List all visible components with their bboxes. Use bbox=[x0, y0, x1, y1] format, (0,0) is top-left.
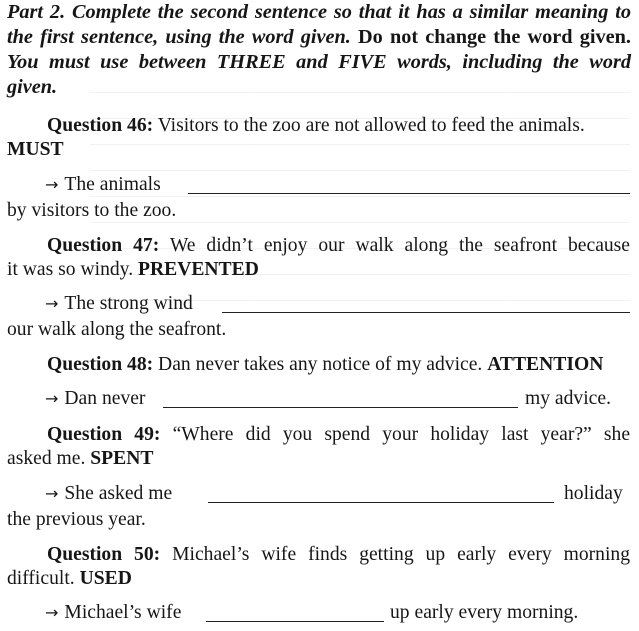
question-49-line2 bbox=[7, 447, 153, 470]
question-49-prompt-end: holiday bbox=[564, 483, 623, 504]
question-50-prompt-start: Michael’s wife bbox=[64, 602, 182, 623]
question-50-prompt bbox=[45, 601, 181, 624]
question-49-prompt-start: She asked me bbox=[64, 483, 173, 504]
question-46-label: Question 46: bbox=[47, 115, 154, 136]
question-48-label: Question 48: bbox=[47, 354, 154, 375]
question-49-sentence-line1: “Where did you spend your holiday last year?” she bbox=[172, 424, 631, 445]
question-49 bbox=[47, 423, 630, 446]
question-48-answer-blank[interactable] bbox=[163, 407, 518, 408]
question-47-prompt-end: our walk along the seafront. bbox=[7, 319, 227, 340]
question-48-prompt-end: my advice. bbox=[525, 388, 611, 409]
question-50-prompt-end: up early every morning. bbox=[390, 602, 579, 623]
instruction-text-3: You must use between THREE and FIVE words, including the word given. bbox=[7, 51, 631, 98]
question-48-prompt-start: Dan never bbox=[64, 388, 146, 409]
question-50-answer-blank[interactable] bbox=[206, 621, 384, 622]
question-47-prompt-start: The strong wind bbox=[64, 293, 193, 314]
question-49-prompt-end-2: the previous year. bbox=[7, 509, 146, 530]
question-48-keyword: ATTENTION bbox=[487, 354, 604, 375]
instruction-text-2: Do not change the word given. bbox=[358, 26, 631, 48]
question-50-label: Question 50: bbox=[47, 544, 161, 565]
question-48-sentence: Dan never takes any notice of my advice. bbox=[158, 354, 483, 375]
question-50-keyword: USED bbox=[79, 568, 132, 589]
arrow-icon: → bbox=[45, 484, 59, 503]
arrow-icon: → bbox=[45, 603, 59, 622]
question-49-label: Question 49: bbox=[47, 424, 161, 445]
question-47-keyword: PREVENTED bbox=[138, 259, 259, 280]
question-49-prompt bbox=[45, 482, 172, 505]
question-50 bbox=[47, 543, 630, 566]
question-46-sentence: Visitors to the zoo are not allowed to feed the animals. bbox=[157, 115, 585, 136]
question-50-sentence-line1: Michael’s wife finds getting up early every morning bbox=[172, 544, 631, 565]
arrow-icon: → bbox=[45, 175, 59, 194]
question-47-sentence-line1: We didn’t enjoy our walk along the seafront because bbox=[169, 235, 631, 256]
question-50-line2 bbox=[7, 567, 132, 590]
question-49-sentence-line2: asked me. bbox=[7, 448, 86, 469]
question-46-prompt-start: The animals bbox=[64, 174, 161, 195]
question-49-keyword: SPENT bbox=[90, 448, 154, 469]
question-46-prompt-end: by visitors to the zoo. bbox=[7, 200, 177, 221]
question-46-prompt bbox=[45, 173, 161, 196]
question-46 bbox=[47, 114, 585, 137]
instructions bbox=[7, 0, 631, 100]
instruction-text-1: Complete the second sentence so that it has a similar meaning to the first sentence, using the word given. bbox=[7, 1, 631, 48]
question-48-prompt bbox=[45, 387, 145, 410]
arrow-icon: → bbox=[45, 389, 59, 408]
arrow-icon: → bbox=[45, 294, 59, 313]
question-50-sentence-line2: difficult. bbox=[7, 568, 75, 589]
question-47-prompt bbox=[45, 292, 193, 315]
part-label: Part 2. bbox=[7, 1, 66, 23]
question-47-label: Question 47: bbox=[47, 235, 160, 256]
question-47-answer-blank[interactable] bbox=[222, 312, 630, 313]
question-47-line2 bbox=[7, 258, 259, 281]
question-49-answer-blank[interactable] bbox=[208, 502, 554, 503]
question-46-keyword: MUST bbox=[7, 139, 64, 160]
question-47 bbox=[47, 234, 630, 257]
question-48 bbox=[47, 353, 603, 376]
question-47-sentence-line2: it was so windy. bbox=[7, 259, 134, 280]
question-46-answer-blank[interactable] bbox=[188, 193, 630, 194]
